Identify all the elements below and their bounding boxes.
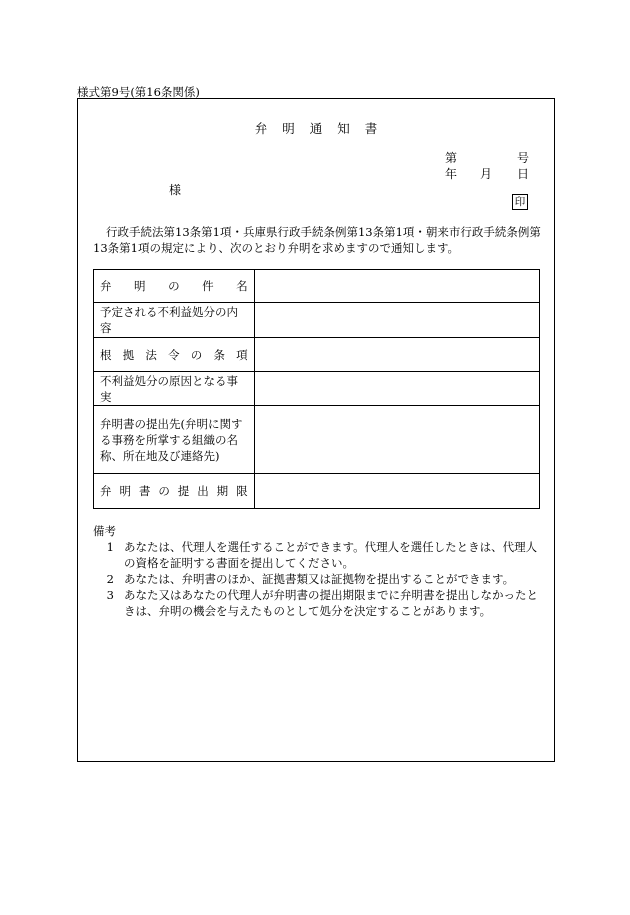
intro-text: 行政手続法第13条第1項・兵庫県行政手続条例第13条第1項・朝来市行政手続条例第13条第1項の規定により、次のとおり弁明を求めますので通知します。: [93, 225, 541, 255]
remark-text: あなたは、弁明書のほか、証拠書類又は証拠物を提出することができます。: [124, 572, 515, 586]
table-row: [94, 270, 540, 303]
addressee-suffix: 様: [169, 183, 182, 197]
table-row: [94, 303, 540, 338]
row-value-field[interactable]: [254, 474, 539, 509]
remark-note: [93, 539, 545, 571]
page-title: 弁明通知書: [254, 121, 393, 136]
date-year: 年: [445, 167, 458, 181]
row-value-field[interactable]: [254, 270, 539, 303]
row-label: [94, 303, 255, 338]
row-label: [94, 372, 255, 406]
date-day: 日: [516, 167, 529, 181]
row-label: [94, 338, 255, 372]
remark-number: 3: [106, 588, 114, 602]
row-label: [94, 270, 255, 303]
row-label-text: 不利益処分の原因となる事実: [100, 373, 238, 404]
row-value-field[interactable]: [254, 406, 539, 474]
row-label-text: 予定される不利益処分の内容: [100, 305, 238, 335]
row-label-text: 弁明書の提出先(弁明に関する事務を所掌する組織の名称、所在地及び連絡先): [100, 416, 243, 463]
items-table: [93, 269, 540, 509]
remark-number: 1: [106, 540, 114, 554]
remark-note: [93, 571, 545, 587]
remark-number: 2: [106, 572, 114, 586]
row-label: [94, 474, 255, 509]
table-row: [94, 338, 540, 372]
number-prefix: 第: [445, 151, 458, 165]
remarks: [93, 523, 545, 619]
table-row: [94, 372, 540, 406]
row-label-text: 弁 明 の 件 名: [100, 279, 248, 293]
row-value-field[interactable]: [254, 372, 539, 406]
table-row: [94, 474, 540, 509]
row-label: [94, 406, 255, 474]
table-row: [94, 406, 540, 474]
form-frame: [77, 98, 555, 762]
row-label-text: 根 拠 法 令 の 条 項: [100, 347, 248, 362]
row-value-field[interactable]: [254, 338, 539, 372]
number-suffix: 号: [516, 151, 529, 165]
row-label-text: 弁 明 書 の 提 出 期 限: [100, 484, 248, 498]
remarks-heading: 備考: [93, 524, 116, 538]
remark-note: [93, 587, 545, 619]
form-label: 様式第9号(第16条関係): [77, 85, 200, 99]
date-month: 月: [480, 167, 493, 181]
remark-text: あなた又はあなたの代理人が弁明書の提出期限までに弁明書を提出しなかったときは、弁明の機会を与えたものとして処分を決定することがあります。: [124, 588, 538, 618]
remark-text: あなたは、代理人を選任することができます。代理人を選任したときは、代理人の資格を証明する書面を提出してください。: [124, 540, 538, 570]
row-value-field[interactable]: [254, 303, 539, 338]
seal-mark: 印: [512, 194, 528, 210]
